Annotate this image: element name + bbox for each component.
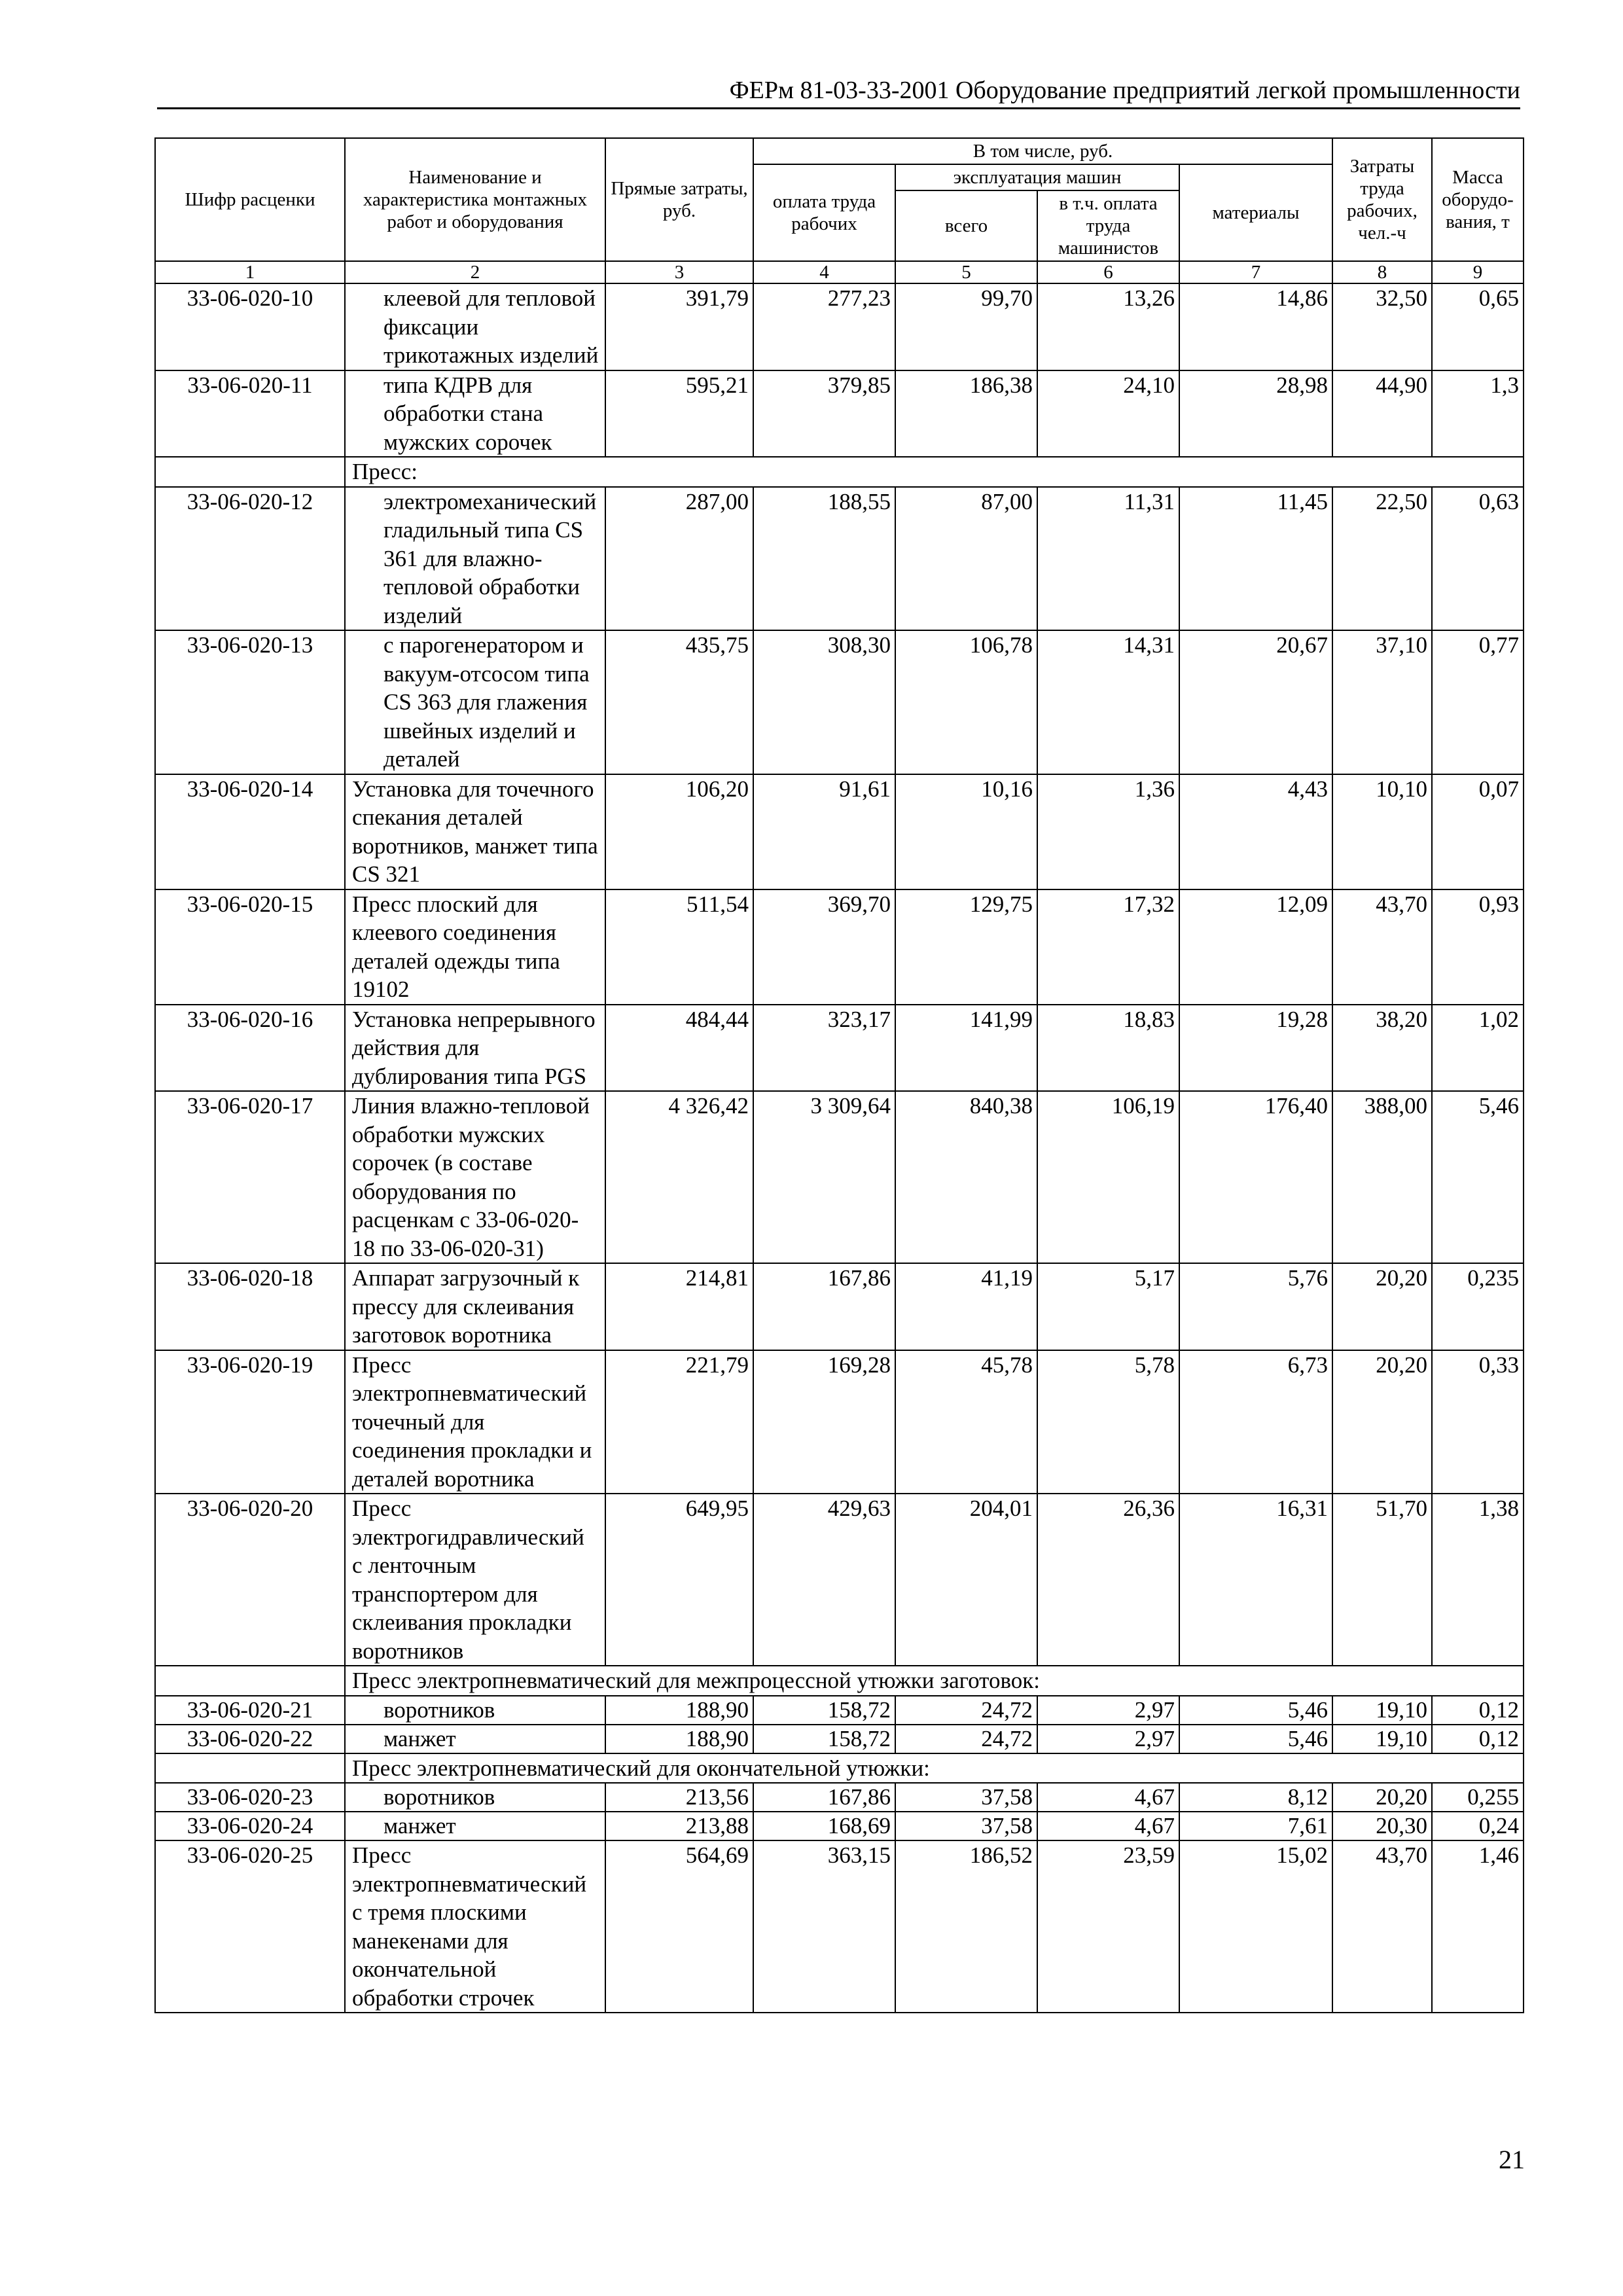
mass-cell: 0,07 <box>1432 774 1524 889</box>
machines-total-cell: 141,99 <box>895 1005 1037 1092</box>
code-cell: 33-06-020-21 <box>155 1696 345 1725</box>
table-row <box>155 1696 1524 1725</box>
machines-total-cell: 24,72 <box>895 1696 1037 1725</box>
table-row <box>155 487 1524 631</box>
wages-cell: 379,85 <box>753 370 895 457</box>
machinists-wages-cell: 4,67 <box>1037 1812 1179 1840</box>
header-materials: материалы <box>1179 164 1332 261</box>
machinists-wages-cell: 14,31 <box>1037 630 1179 774</box>
name-cell: Установка непрерывного действия для дублирования типа PGS <box>345 1005 605 1092</box>
machinists-wages-cell: 11,31 <box>1037 487 1179 631</box>
materials-cell: 11,45 <box>1179 487 1332 631</box>
mass-cell: 0,12 <box>1432 1696 1524 1725</box>
code-cell: 33-06-020-16 <box>155 1005 345 1092</box>
name-cell: Пресс электрогидравлический с ленточным транспортером для склеивания прокладки воротников <box>345 1494 605 1666</box>
direct-costs-cell: 287,00 <box>605 487 753 631</box>
mass-cell: 0,235 <box>1432 1263 1524 1350</box>
materials-cell: 5,76 <box>1179 1263 1332 1350</box>
wages-cell: 158,72 <box>753 1725 895 1753</box>
labor-cell: 388,00 <box>1332 1091 1432 1263</box>
wages-cell: 363,15 <box>753 1840 895 2013</box>
wages-cell: 369,70 <box>753 889 895 1005</box>
table-row <box>155 1840 1524 2013</box>
name-cell: Пресс плоский для клеевого соединения деталей одежды типа 19102 <box>345 889 605 1005</box>
code-cell: 33-06-020-20 <box>155 1494 345 1666</box>
table-row <box>155 1494 1524 1666</box>
header-machines-total: всего <box>895 190 1037 261</box>
mass-cell: 0,93 <box>1432 889 1524 1005</box>
group-code-cell <box>155 457 345 487</box>
materials-cell: 6,73 <box>1179 1350 1332 1494</box>
code-cell: 33-06-020-18 <box>155 1263 345 1350</box>
materials-cell: 20,67 <box>1179 630 1332 774</box>
machinists-wages-cell: 18,83 <box>1037 1005 1179 1092</box>
wages-cell: 308,30 <box>753 630 895 774</box>
labor-cell: 37,10 <box>1332 630 1432 774</box>
machinists-wages-cell: 13,26 <box>1037 283 1179 370</box>
labor-cell: 20,20 <box>1332 1350 1432 1494</box>
column-number: 1 <box>155 261 345 283</box>
labor-cell: 38,20 <box>1332 1005 1432 1092</box>
code-cell: 33-06-020-10 <box>155 283 345 370</box>
machines-total-cell: 45,78 <box>895 1350 1037 1494</box>
labor-cell: 43,70 <box>1332 1840 1432 2013</box>
materials-cell: 14,86 <box>1179 283 1332 370</box>
materials-cell: 5,46 <box>1179 1696 1332 1725</box>
group-row <box>155 1753 1524 1784</box>
machines-total-cell: 106,78 <box>895 630 1037 774</box>
machinists-wages-cell: 17,32 <box>1037 889 1179 1005</box>
column-numbers-row <box>155 261 1524 283</box>
labor-cell: 10,10 <box>1332 774 1432 889</box>
materials-cell: 4,43 <box>1179 774 1332 889</box>
mass-cell: 0,255 <box>1432 1783 1524 1812</box>
group-title: Пресс электропневматический для окончательной утюжки: <box>345 1753 1524 1784</box>
labor-cell: 20,30 <box>1332 1812 1432 1840</box>
name-cell: клеевой для тепловой фиксации трикотажных изделий <box>345 283 605 370</box>
materials-cell: 19,28 <box>1179 1005 1332 1092</box>
table-row <box>155 774 1524 889</box>
mass-cell: 0,65 <box>1432 283 1524 370</box>
code-cell: 33-06-020-12 <box>155 487 345 631</box>
code-cell: 33-06-020-23 <box>155 1783 345 1812</box>
machines-total-cell: 10,16 <box>895 774 1037 889</box>
mass-cell: 5,46 <box>1432 1091 1524 1263</box>
wages-cell: 429,63 <box>753 1494 895 1666</box>
name-cell: Пресс электропневматический точечный для соединения прокладки и деталей воротника <box>345 1350 605 1494</box>
machines-total-cell: 99,70 <box>895 283 1037 370</box>
header-machines: эксплуатация машин <box>895 164 1179 190</box>
code-cell: 33-06-020-22 <box>155 1725 345 1753</box>
name-cell: Установка для точечного спекания деталей воротников, манжет типа CS 321 <box>345 774 605 889</box>
materials-cell: 8,12 <box>1179 1783 1332 1812</box>
name-cell: электромеханический гладильный типа CS 361 для влажно-тепловой обработки изделий <box>345 487 605 631</box>
direct-costs-cell: 564,69 <box>605 1840 753 2013</box>
table-row <box>155 1263 1524 1350</box>
mass-cell: 0,63 <box>1432 487 1524 631</box>
materials-cell: 12,09 <box>1179 889 1332 1005</box>
labor-cell: 19,10 <box>1332 1725 1432 1753</box>
table-row <box>155 1812 1524 1840</box>
wages-cell: 169,28 <box>753 1350 895 1494</box>
direct-costs-cell: 214,81 <box>605 1263 753 1350</box>
code-cell: 33-06-020-15 <box>155 889 345 1005</box>
labor-cell: 19,10 <box>1332 1696 1432 1725</box>
mass-cell: 0,24 <box>1432 1812 1524 1840</box>
group-code-cell <box>155 1666 345 1696</box>
labor-cell: 43,70 <box>1332 889 1432 1005</box>
header-mass: Масса оборудо-вания, т <box>1432 138 1524 261</box>
direct-costs-cell: 188,90 <box>605 1725 753 1753</box>
labor-cell: 44,90 <box>1332 370 1432 457</box>
name-cell: Аппарат загрузочный к прессу для склеивания заготовок воротника <box>345 1263 605 1350</box>
page-number: 21 <box>1499 2145 1525 2174</box>
machines-total-cell: 186,52 <box>895 1840 1037 2013</box>
materials-cell: 5,46 <box>1179 1725 1332 1753</box>
wages-cell: 91,61 <box>753 774 895 889</box>
direct-costs-cell: 4 326,42 <box>605 1091 753 1263</box>
header-labor: Затраты труда рабочих, чел.-ч <box>1332 138 1432 261</box>
name-cell: манжет <box>345 1812 605 1840</box>
code-cell: 33-06-020-25 <box>155 1840 345 2013</box>
group-title: Пресс электропневматический для межпроцессной утюжки заготовок: <box>345 1666 1524 1696</box>
mass-cell: 1,3 <box>1432 370 1524 457</box>
name-cell: Пресс электропневматический с тремя плоскими манекенами для окончательной обработки строчек <box>345 1840 605 2013</box>
materials-cell: 28,98 <box>1179 370 1332 457</box>
table-row <box>155 1783 1524 1812</box>
direct-costs-cell: 213,56 <box>605 1783 753 1812</box>
code-cell: 33-06-020-11 <box>155 370 345 457</box>
column-number: 6 <box>1037 261 1179 283</box>
page-header: ФЕРм 81-03-33-2001 Оборудование предприятий легкой промышленности <box>157 73 1520 109</box>
table-row <box>155 1005 1524 1092</box>
mass-cell: 1,46 <box>1432 1840 1524 2013</box>
group-row <box>155 457 1524 487</box>
group-row <box>155 1666 1524 1696</box>
labor-cell: 22,50 <box>1332 487 1432 631</box>
wages-cell: 3 309,64 <box>753 1091 895 1263</box>
name-cell: типа КДРВ для обработки стана мужских сорочек <box>345 370 605 457</box>
code-cell: 33-06-020-17 <box>155 1091 345 1263</box>
materials-cell: 16,31 <box>1179 1494 1332 1666</box>
machines-total-cell: 37,58 <box>895 1812 1037 1840</box>
machinists-wages-cell: 26,36 <box>1037 1494 1179 1666</box>
code-cell: 33-06-020-14 <box>155 774 345 889</box>
direct-costs-cell: 106,20 <box>605 774 753 889</box>
direct-costs-cell: 221,79 <box>605 1350 753 1494</box>
header-machinists-wages: в т.ч. оплата труда машинистов <box>1037 190 1179 261</box>
wages-cell: 158,72 <box>753 1696 895 1725</box>
labor-cell: 32,50 <box>1332 283 1432 370</box>
wages-cell: 323,17 <box>753 1005 895 1092</box>
materials-cell: 176,40 <box>1179 1091 1332 1263</box>
wages-cell: 277,23 <box>753 283 895 370</box>
column-number: 9 <box>1432 261 1524 283</box>
machines-total-cell: 87,00 <box>895 487 1037 631</box>
group-title: Пресс: <box>345 457 1524 487</box>
code-cell: 33-06-020-19 <box>155 1350 345 1494</box>
rates-table <box>154 137 1524 2013</box>
direct-costs-cell: 511,54 <box>605 889 753 1005</box>
direct-costs-cell: 188,90 <box>605 1696 753 1725</box>
wages-cell: 168,69 <box>753 1812 895 1840</box>
table-row <box>155 1350 1524 1494</box>
machinists-wages-cell: 5,78 <box>1037 1350 1179 1494</box>
direct-costs-cell: 213,88 <box>605 1812 753 1840</box>
machinists-wages-cell: 2,97 <box>1037 1696 1179 1725</box>
header-including: В том числе, руб. <box>753 138 1332 164</box>
column-number: 5 <box>895 261 1037 283</box>
table-row <box>155 1091 1524 1263</box>
machinists-wages-cell: 5,17 <box>1037 1263 1179 1350</box>
materials-cell: 15,02 <box>1179 1840 1332 2013</box>
machinists-wages-cell: 1,36 <box>1037 774 1179 889</box>
wages-cell: 167,86 <box>753 1263 895 1350</box>
name-cell: воротников <box>345 1783 605 1812</box>
mass-cell: 0,77 <box>1432 630 1524 774</box>
wages-cell: 167,86 <box>753 1783 895 1812</box>
labor-cell: 20,20 <box>1332 1263 1432 1350</box>
machinists-wages-cell: 4,67 <box>1037 1783 1179 1812</box>
wages-cell: 188,55 <box>753 487 895 631</box>
header-direct-costs: Прямые затраты, руб. <box>605 138 753 261</box>
name-cell: с парогенератором и вакуум-отсосом типа CS 363 для глажения швейных изделий и деталей <box>345 630 605 774</box>
machines-total-cell: 41,19 <box>895 1263 1037 1350</box>
machines-total-cell: 840,38 <box>895 1091 1037 1263</box>
direct-costs-cell: 595,21 <box>605 370 753 457</box>
labor-cell: 20,20 <box>1332 1783 1432 1812</box>
name-cell: манжет <box>345 1725 605 1753</box>
mass-cell: 1,38 <box>1432 1494 1524 1666</box>
table-row <box>155 630 1524 774</box>
header-code: Шифр расценки <box>155 138 345 261</box>
column-number: 2 <box>345 261 605 283</box>
table-row <box>155 283 1524 370</box>
machinists-wages-cell: 2,97 <box>1037 1725 1179 1753</box>
header-wages: оплата труда рабочих <box>753 164 895 261</box>
code-cell: 33-06-020-13 <box>155 630 345 774</box>
group-code-cell <box>155 1753 345 1784</box>
machinists-wages-cell: 24,10 <box>1037 370 1179 457</box>
column-number: 3 <box>605 261 753 283</box>
direct-costs-cell: 391,79 <box>605 283 753 370</box>
direct-costs-cell: 484,44 <box>605 1005 753 1092</box>
mass-cell: 0,33 <box>1432 1350 1524 1494</box>
code-cell: 33-06-020-24 <box>155 1812 345 1840</box>
table-row <box>155 1725 1524 1753</box>
header-name: Наименование и характеристика монтажных работ и оборудования <box>345 138 605 261</box>
column-number: 7 <box>1179 261 1332 283</box>
column-number: 4 <box>753 261 895 283</box>
machines-total-cell: 204,01 <box>895 1494 1037 1666</box>
materials-cell: 7,61 <box>1179 1812 1332 1840</box>
mass-cell: 0,12 <box>1432 1725 1524 1753</box>
table-row <box>155 889 1524 1005</box>
machines-total-cell: 24,72 <box>895 1725 1037 1753</box>
machines-total-cell: 186,38 <box>895 370 1037 457</box>
column-number: 8 <box>1332 261 1432 283</box>
labor-cell: 51,70 <box>1332 1494 1432 1666</box>
table-row <box>155 370 1524 457</box>
rows-body <box>155 261 1524 2013</box>
direct-costs-cell: 649,95 <box>605 1494 753 1666</box>
machines-total-cell: 129,75 <box>895 889 1037 1005</box>
machines-total-cell: 37,58 <box>895 1783 1037 1812</box>
machinists-wages-cell: 106,19 <box>1037 1091 1179 1263</box>
mass-cell: 1,02 <box>1432 1005 1524 1092</box>
name-cell: Линия влажно-тепловой обработки мужских сорочек (в составе оборудования по расценкам с 33-06-020-18 по 33-06-020-31) <box>345 1091 605 1263</box>
name-cell: воротников <box>345 1696 605 1725</box>
machinists-wages-cell: 23,59 <box>1037 1840 1179 2013</box>
direct-costs-cell: 435,75 <box>605 630 753 774</box>
